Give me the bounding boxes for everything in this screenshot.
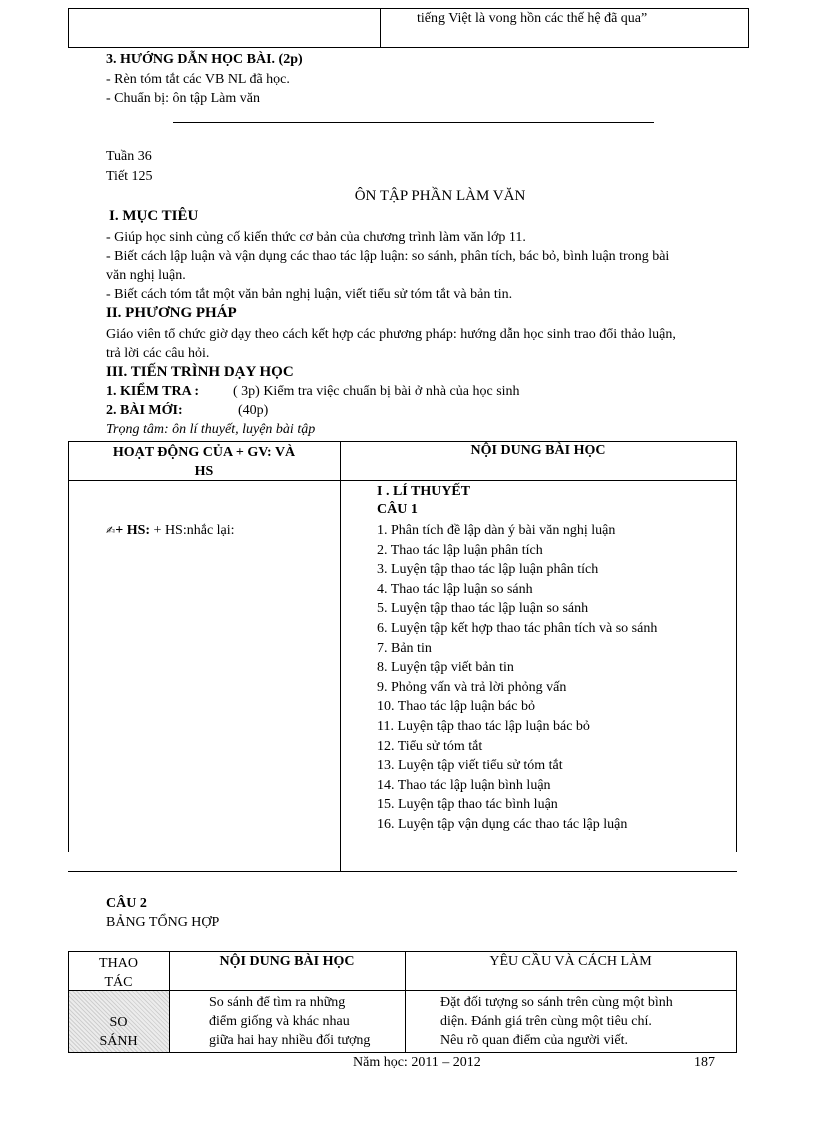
list-item: 6. Luyện tập kết hợp thao tác phân tích và so sánh [377,620,658,636]
footer-school-year: Năm học: 2011 – 2012 [353,1055,481,1070]
section-divider [173,122,654,123]
footer-page-number: 187 [694,1055,715,1070]
summary-header-requirement: YÊU CẦU VÀ CÁCH LÀM [489,954,652,969]
section2-body [106,325,676,363]
summary-content-line: giữa hai hay nhiều đối tượng [209,1033,371,1048]
list-item: 9. Phỏng vấn và trả lời phỏng vấn [377,679,567,695]
summary-requirement-line: Nêu rõ quan điểm của người viết. [440,1033,628,1048]
activity-role: + HS: [115,523,151,538]
list-item: 2. Thao tác lập luận phân tích [377,542,543,558]
section3-heading: III. TIẾN TRÌNH DẠY HỌC [106,364,294,380]
lesson-title: ÔN TẬP PHẦN LÀM VĂN [354,188,526,204]
question1-list [377,521,657,835]
summary-requirement-cell [440,993,673,1050]
section1-line: - Biết cách tóm tắt một văn bản nghị luận, viết tiểu sử tóm tắt và bản tin. [106,287,513,302]
guide-item-2: - Chuẩn bị: ôn tập Làm văn [106,91,260,106]
list-item: 11. Luyện tập thao tác lập luận bác bỏ [377,718,590,734]
summary-header-content: NỘI DUNG BÀI HỌC [219,954,355,969]
check-text: ( 3p) Kiểm tra việc chuẩn bị bài ở nhà của học sinh [233,384,520,399]
period-label: Tiết 125 [106,169,153,184]
summary-requirement-line: diện. Đánh giá trên cùng một tiêu chí. [440,1014,652,1029]
writing-hand-icon: ✍ [106,524,116,537]
list-item: 16. Luyện tập vận dụng các thao tác lập luận [377,816,628,832]
check-label: 1. KIỂM TRA : [106,384,200,399]
top-table-divider [380,8,381,48]
col1-header-line1: HOẠT ĐỘNG CỦA + GV: VÀ [112,445,296,460]
summary-header-op-line2: TÁC [104,975,133,990]
section2-line: trả lời các câu hỏi. [106,346,210,361]
summary-content-line: điểm giống và khác nhau [209,1014,350,1029]
section1-line: - Biết cách lập luận và vận dụng các thao tác lập luận: so sánh, phân tích, bác bỏ, bình luận trong bài [106,249,670,264]
summary-content-line: So sánh để tìm ra những [209,995,346,1010]
theory-heading: I . LÍ THUYẾT [377,484,471,499]
activity-cell [106,523,235,539]
new-lesson-label: 2. BÀI MỚI: [106,403,183,418]
list-item: 15. Luyện tập thao tác bình luận [377,797,558,813]
summary-op-line1: SO [109,1015,128,1030]
summary-header-op [68,954,169,992]
lesson-focus: Trọng tâm: ôn lí thuyết, luyện bài tập [106,422,316,437]
guide-heading: 3. HƯỚNG DẪN HỌC BÀI. (2p) [106,52,303,67]
list-item: 14. Thao tác lập luận bình luận [377,777,551,793]
col1-header-line2: HS [194,464,214,479]
new-lesson-time: (40p) [238,403,269,418]
activity-text: + HS:nhắc lại: [150,523,235,538]
summary-requirement-line: Đặt đối tượng so sánh trên cùng một bình [440,995,673,1010]
question2-subheading: BẢNG TỔNG HỢP [106,915,220,930]
section2-heading: II. PHƯƠNG PHÁP [106,305,237,321]
top-table-cell-text: tiếng Việt là vong hồn các thế hệ đã qua” [417,11,648,26]
section1-body [106,228,766,304]
summary-content-cell [209,993,370,1050]
summary-header-op-line1: THAO [99,956,138,971]
summary-op-line2: SÁNH [99,1034,138,1049]
list-item: 5. Luyện tập thao tác lập luận so sánh [377,601,589,617]
main-table-col1-header [68,443,340,481]
list-item: 1. Phân tích đề lập dàn ý bài văn nghị luận [377,523,616,538]
summary-op-cell [68,1013,169,1051]
main-table-col2-header: NỘI DUNG BÀI HỌC [470,443,606,458]
list-item: 10. Thao tác lập luận bác bỏ [377,699,535,715]
list-item: 12. Tiểu sử tóm tắt [377,738,483,754]
list-item: 13. Luyện tập viết tiểu sử tóm tắt [377,758,563,774]
section2-line: Giáo viên tổ chức giờ dạy theo cách kết hợp các phương pháp: hướng dẫn học sinh trao đổi thảo luận, [106,327,676,342]
list-item: 4. Thao tác lập luận so sánh [377,581,533,597]
guide-item-1: - Rèn tóm tắt các VB NL đã học. [106,72,290,87]
list-item: 7. Bản tin [377,640,432,656]
week-label: Tuần 36 [106,149,152,164]
section1-line: văn nghị luận. [106,268,186,283]
section1-line: - Giúp học sinh củng cố kiến thức cơ bản của chương trình làm văn lớp 11. [106,230,526,245]
list-item: 3. Luyện tập thao tác lập luận phân tích [377,562,599,578]
question1-heading: CÂU 1 [377,502,418,517]
list-item: 8. Luyện tập viết bản tin [377,660,514,676]
section1-heading: I. MỤC TIÊU [109,208,199,224]
question2-heading: CÂU 2 [106,896,147,911]
